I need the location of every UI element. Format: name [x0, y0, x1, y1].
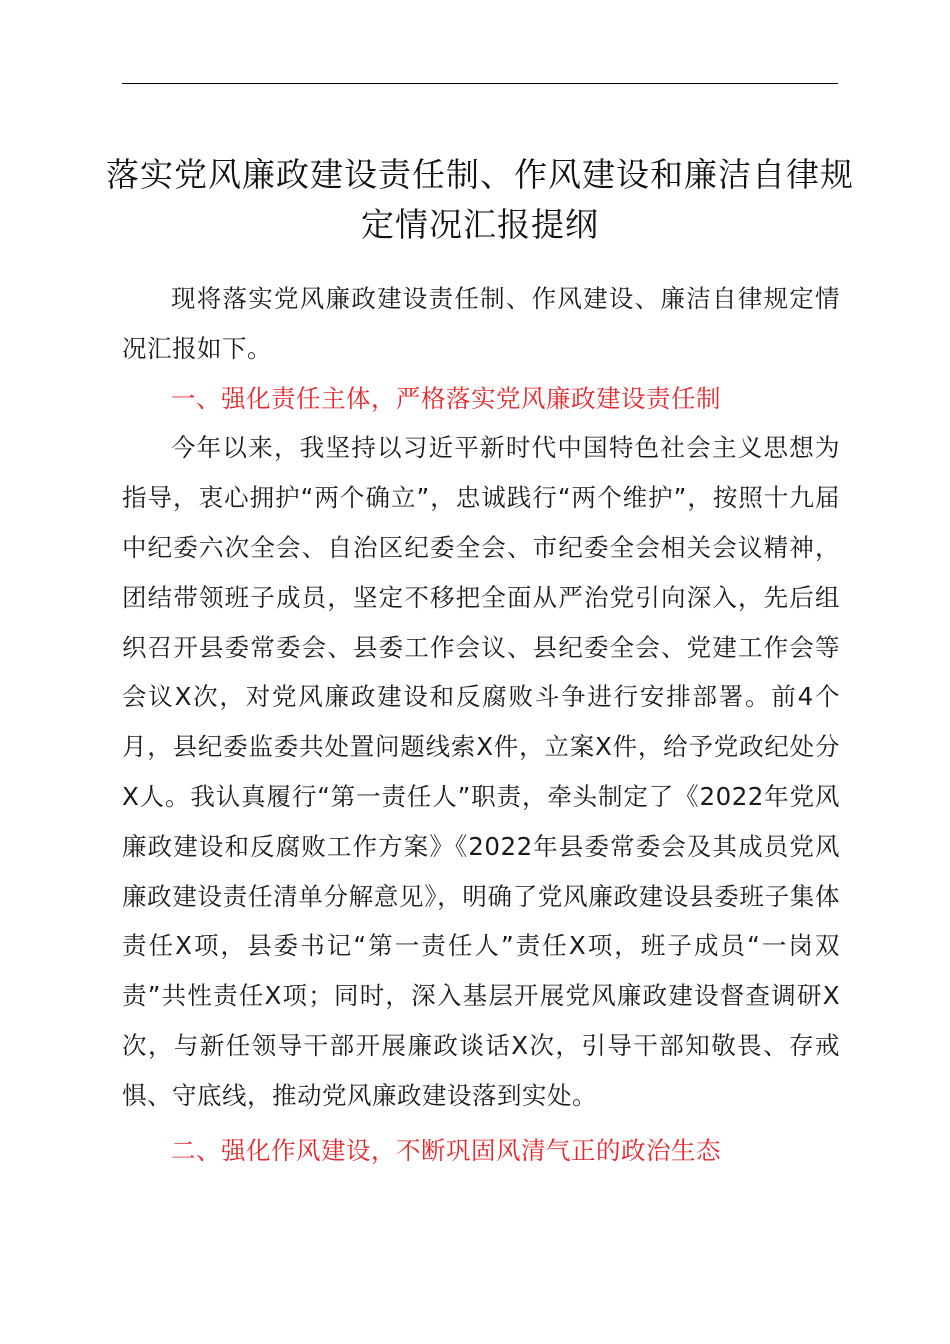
- header-rule: [122, 83, 838, 84]
- section-1-heading: 一、强化责任主体，严格落实党风廉政建设责任制: [171, 383, 721, 413]
- intro-paragraph: 现将落实党风廉政建设责任制、作风建设、廉洁自律规定情况汇报如下。: [122, 284, 840, 363]
- document-body: [122, 274, 840, 1175]
- document-title: 落实党风廉政建设责任制、作风建设和廉洁自律规定情况汇报提纲: [106, 155, 854, 244]
- section-1-body: 今年以来，我坚持以习近平新时代中国特色社会主义思想为指导，衷心拥护“两个确立”，忠诚践行“两个维护”，按照十九届中纪委六次全会、自治区纪委全会、市纪委全会相关会议精神，团结带领班子成员，坚定不移把全面从严治党引向深入，先后组织召开县委常委会、县委工作会议、县纪委全会、党建工作会等会议X次，对党风廉政建设和反腐败斗争进行安排部署。前4个月，县纪委监委共处置问题线索X件，立案X件，给予党政纪处分X人。我认真履行“第一责任人”职责，牵头制定了《2022年党风廉政建设和反腐败工作方案》《2022年县委常委会及其成员党风廉政建设责任清单分解意见》，明确了党风廉政建设县委班子集体责任X项，县委书记“第一责任人”责任X项，班子成员“一岗双责”共性责任X项；同时，深入基层开展党风廉政建设督查调研X次，与新任领导干部开展廉政谈话X次，引导干部知敬畏、存戒惧、守底线，推动党风廉政建设落到实处。: [122, 433, 840, 1110]
- section-2-heading: 二、强化作风建设，不断巩固风清气正的政治生态: [171, 1135, 721, 1165]
